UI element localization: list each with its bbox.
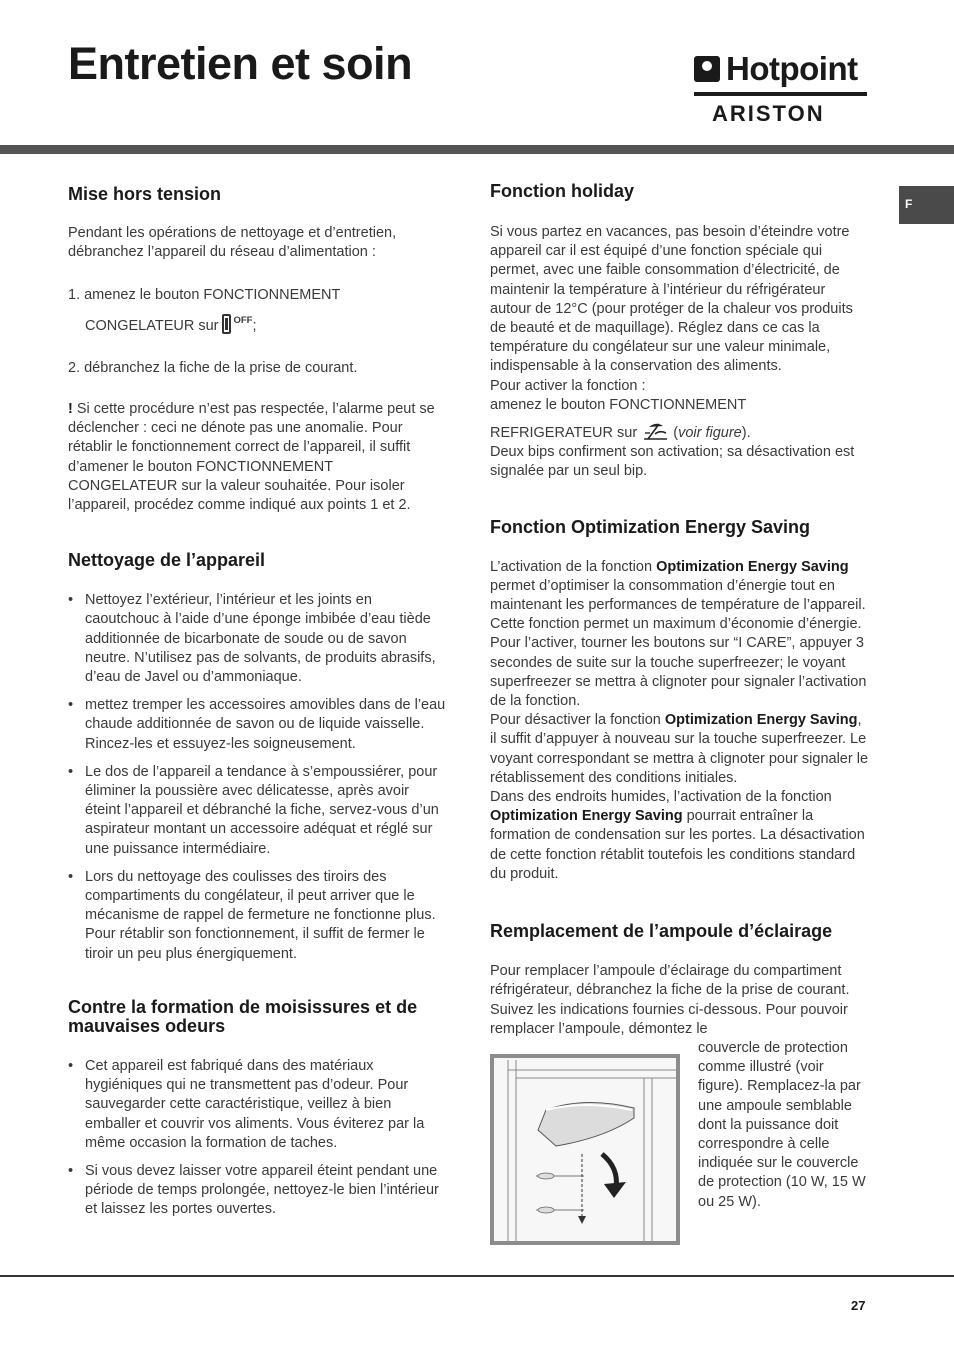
paragraph: amenez le bouton FONCTIONNEMENT (490, 396, 747, 413)
text-run: L’activation de la fonction (490, 558, 657, 575)
text-run: , il suffit d’appuyer à nouveau sur la touche superfreezer. Le voyant correspondant se mettra à clignoter pour signaler le rétablissement des conditions initiales. (490, 712, 869, 786)
list-item: • Si vous devez laisser votre appareil éteint pendant une période de temps prolongée, nettoyez-le bien l’intérieur et laissez les portes ouvertes. (68, 1162, 446, 1220)
list-item: • Le dos de l’appareil a tendance à s’empoussiérer, pour éliminer la poussière avec délicatesse, après avoir éteint l’appareil et débranché la fiche, servez-vous d’un aspirateur montant un accessoire adéquat et réglé sur une puissance intermédiaire. (68, 763, 446, 859)
freezer-knob-icon (222, 314, 231, 334)
fridge-interior-illustration (494, 1058, 676, 1241)
header-band (0, 145, 954, 154)
warning-mark: ! (68, 401, 73, 418)
paragraph: Deux bips confirment son activation; sa désactivation est signalée par un seul bip. (490, 444, 855, 480)
paren-open: ( (673, 425, 679, 442)
logo-sub: ARISTON (712, 101, 825, 126)
footer-rule (0, 1275, 954, 1277)
text-run: pourrait entraîner la formation de condensation sur les portes. La désactivation de cette fonction rétablit toutefois les conditions standard du produit. (490, 808, 865, 882)
text-run: Pour désactiver la fonction (490, 712, 665, 729)
step-2: 2. débranchez la fiche de la prise de courant. (68, 359, 358, 376)
lamp-replacement-figure (490, 1054, 680, 1245)
paragraph (490, 788, 870, 884)
step-1-line-b (68, 311, 446, 336)
bold-run: Optimization Energy Saving (656, 558, 849, 575)
logo-rule (694, 92, 867, 96)
text-run: permet d’optimiser la consommation d’énergie tout en maintenant les performances de température de l’appareil. Cette fonction permet un maximum d’économie d’énergie. Pour l’activer, tourner les boutons sur “I CARE”, appuyer 3 secondes de suite sur la touche superfreezer; le voyant superfreezer se mettra à clignoter pour signaler l’activation de la fonction. (490, 577, 867, 710)
bold-run: Optimization Energy Saving (664, 712, 858, 729)
paragraph (490, 420, 870, 443)
see-figure-text: voir figure (678, 425, 742, 442)
hotpoint-ariston-logo (694, 52, 868, 126)
section-title-moisissures: Contre la formation de moisissures et de mauvaises odeurs (68, 996, 418, 1037)
paragraph: Si vous partez en vacances, pas besoin d’éteindre votre appareil car il est équipé d’une fonction spéciale qui permet, avec une faible consommation d’électricité, de maintenir la température à l’intérieur du réfrigérateur autour de 12°C (pour protéger de la chaleur vos produits de beauté et de maquillage). Réglez dans ce cas la température du congélateur sur une valeur minimale, indispensable à la conservation des aliments. (490, 224, 853, 375)
section-title-energy-saving: Fonction Optimization Energy Saving (490, 516, 811, 537)
list-item: • Cet appareil est fabriqué dans des matériaux hygiéniques qui ne transmettent pas d’odeur. Pour sauvegarder cette caractéristique, veillez à bien emballer et couvrir vos aliments. Vous éviterez par la même occasion la formation de taches. (68, 1057, 446, 1153)
list-item: • Lors du nettoyage des coulisses des tiroirs des compartiments du congélateur, il peut arriver que le mécanisme de rappel de fermeture ne fonctionne plus. Pour rétablir son fonctionnement, il suffit de fermer le tiroir un peu plus énergiquement. (68, 868, 446, 964)
off-label: OFF (233, 314, 253, 326)
holiday-text: REFRIGERATEUR sur (490, 425, 638, 442)
section-title-holiday: Fonction holiday (490, 181, 634, 201)
section-title-mise-hors-tension: Mise hors tension (68, 184, 222, 204)
language-tab: F (899, 186, 954, 224)
section-title-ampoule: Remplacement de l’ampoule d’éclairage (490, 921, 833, 942)
paragraph: Pour activer la fonction : (490, 377, 646, 394)
paren-close: ). (741, 425, 751, 442)
paragraph: Pendant les opérations de nettoyage et d’entretien, débranchez l’appareil du réseau d’alimentation : (68, 225, 397, 261)
holiday-sun-icon (641, 420, 669, 442)
list-item: • Nettoyez l’extérieur, l’intérieur et les joints en caoutchouc à l’aide d’une éponge imbibée d’eau tiède additionnée de bicarbonate de soude ou de savon neutre. N’utilisez pas de solvants, de produits abrasifs, d’eau de Javel ou d’ammoniaque. (68, 591, 446, 687)
step-1-end: ; (252, 317, 257, 334)
page-title: Entretien et soin (68, 38, 413, 89)
paragraph: couvercle de protection comme illustré (voir figure). Remplacez-la par une ampoule semblable dont la puissance doit correspondre à celle indiquée sur le couvercle de protection (10 W, 15 W ou 25 W). (698, 1039, 866, 1210)
left-column (68, 184, 446, 1220)
warning-paragraph (68, 400, 446, 515)
warning-text: Si cette procédure n’est pas respectée, l’alarme peut se déclencher : ceci ne dénote pas une anomalie. Pour rétablir le fonctionnement correct de l’appareil, il suffit d’amener le bouton FONCTIONNEMENT CONGELATEUR sur la valeur souhaitée. Pour isoler l’appareil, procédez comme indiqué aux points 1 et 2. (68, 401, 435, 514)
paragraph (490, 711, 870, 788)
paragraph: Pour remplacer l’ampoule d’éclairage du compartiment réfrigérateur, débranchez la fiche de la prise de courant. Suivez les indications fournies ci-dessous. Pour pouvoir remplacer l’ampoule, démontez le (490, 963, 850, 1037)
logo-brand: Hotpoint (726, 50, 858, 87)
step-1-line-a: 1. amenez le bouton FONCTIONNEMENT (68, 287, 341, 304)
hotpoint-mark-icon (694, 56, 720, 82)
section-title-nettoyage: Nettoyage de l’appareil (68, 550, 266, 571)
bold-run: Optimization Energy Saving (490, 808, 683, 825)
step-1-text: CONGELATEUR sur (85, 317, 219, 334)
page-number: 27 (851, 1298, 866, 1313)
text-run: Dans des endroits humides, l’activation de la fonction (490, 789, 832, 806)
list-item: • mettez tremper les accessoires amovibles dans de l’eau chaude additionnée de savon ou de liquide vaisselle. Rincez-les et essuyez-les soigneusement. (68, 696, 446, 754)
paragraph (490, 558, 870, 712)
